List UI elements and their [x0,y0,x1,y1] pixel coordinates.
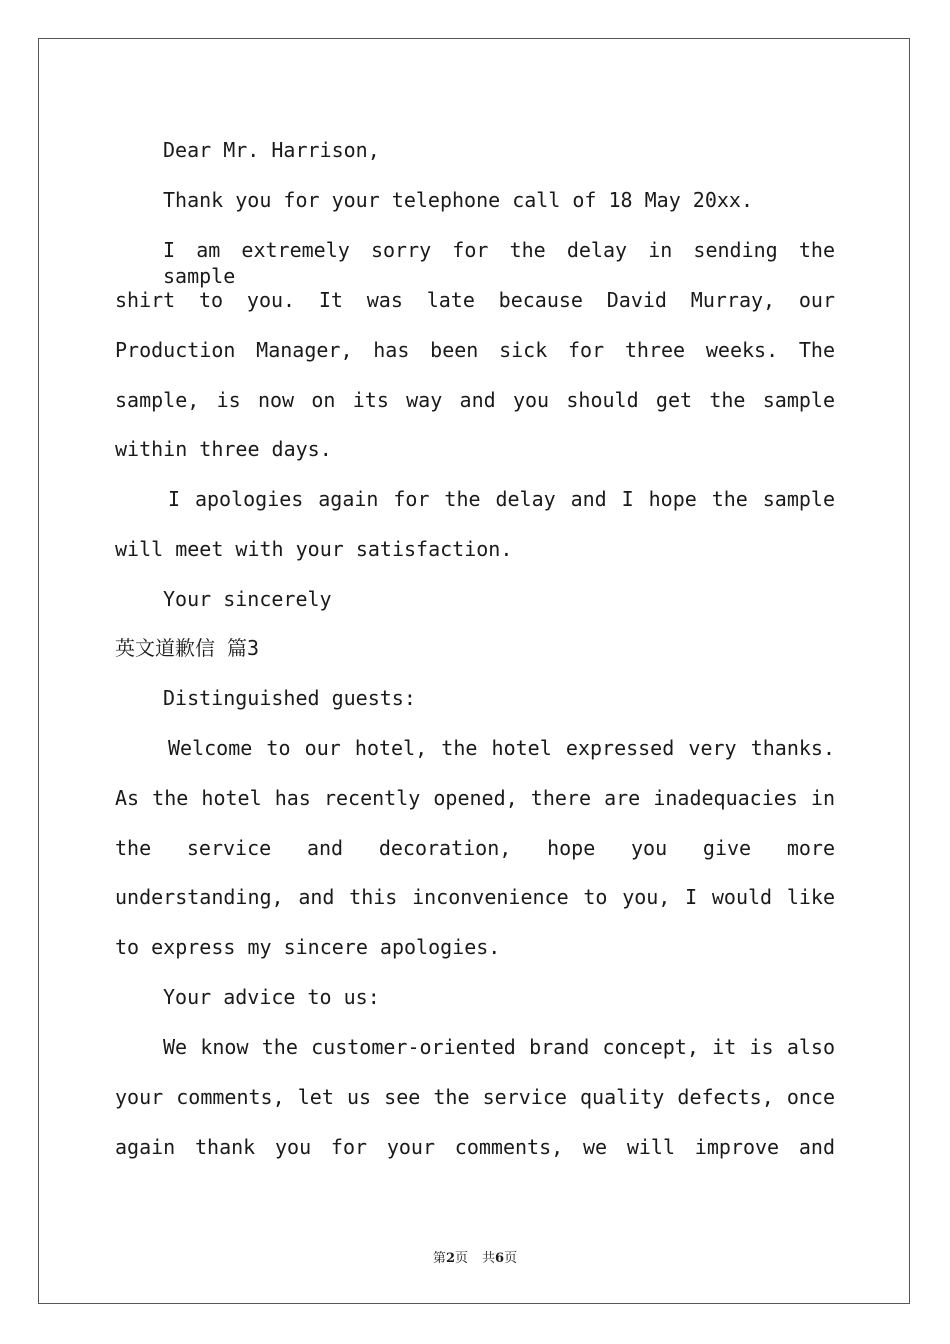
footer-total-prefix: 共 [482,1251,496,1266]
greeting: Distinguished guests: [163,686,416,710]
advice-intro: Your advice to us: [163,985,380,1009]
footer-page-suffix: 页 [454,1251,468,1266]
paragraph-line: to express my sincere apologies. [115,935,501,959]
paragraph-line: We know the customer-oriented brand concept, it is also [163,1035,835,1059]
page-footer [0,1247,950,1266]
footer-prefix: 第 [432,1251,446,1266]
paragraph-line: I apologies again for the delay and I hope the sample [168,487,835,511]
closing: Your sincerely [163,587,332,611]
paragraph-line: As the hotel has recently opened, there are inadequacies in [115,786,835,810]
paragraph-line: your comments, let us see the service quality defects, once [115,1085,835,1109]
paragraph-line: the service and decoration, hope you give more [115,836,835,860]
paragraph-line: within three days. [115,437,332,461]
total-pages-number: 6 [495,1251,505,1266]
paragraph-line: shirt to you. It was late because David Murray, our [115,288,835,312]
salutation: Dear Mr. Harrison, [163,138,380,162]
paragraph-line: will meet with your satisfaction. [115,537,513,561]
paragraph-line: Welcome to our hotel, the hotel expressed very thanks. [168,736,835,760]
thanks-line: Thank you for your telephone call of 18 May 20xx. [163,188,754,212]
paragraph-line: I am extremely sorry for the delay in sending the sample [163,238,835,288]
paragraph-line: understanding, and this inconvenience to you, I would like [115,885,835,909]
paragraph-line: again thank you for your comments, we will improve and [115,1135,835,1159]
page-border [38,38,910,1304]
section-heading: 英文道歉信 篇3 [115,636,260,660]
current-page-number: 2 [445,1251,455,1266]
paragraph-line: sample, is now on its way and you should get the sample [115,388,835,412]
paragraph-line: Production Manager, has been sick for three weeks. The [115,338,835,362]
footer-total-suffix: 页 [504,1251,518,1266]
